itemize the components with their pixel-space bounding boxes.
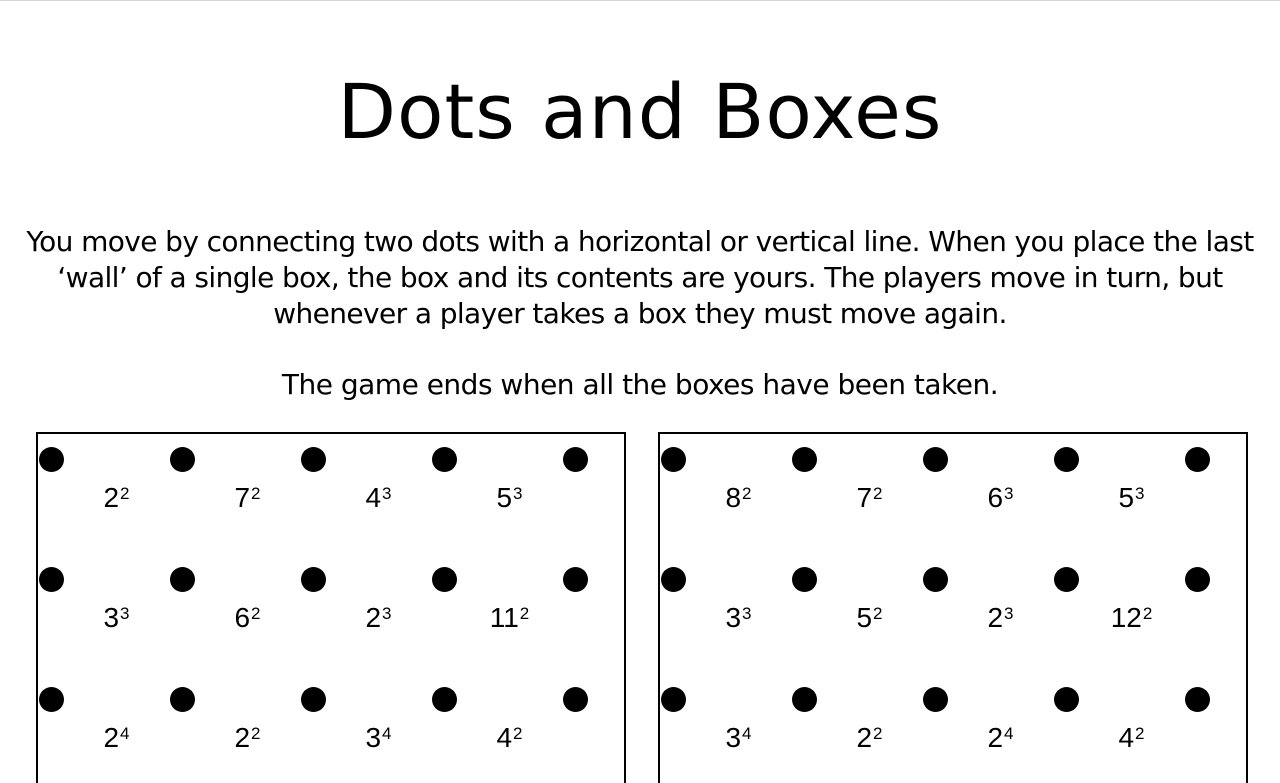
box-number xyxy=(689,602,789,634)
dot[interactable] xyxy=(1054,687,1079,712)
number-base: 2 xyxy=(234,722,251,753)
number-exponent: 4 xyxy=(1004,724,1014,743)
dot[interactable] xyxy=(563,687,588,712)
dot[interactable] xyxy=(39,687,64,712)
number-base: 3 xyxy=(103,602,120,633)
number-exponent: 2 xyxy=(873,484,883,503)
box-number xyxy=(198,722,298,754)
number-exponent: 2 xyxy=(873,724,883,743)
number-exponent: 2 xyxy=(251,604,261,623)
dot[interactable] xyxy=(563,447,588,472)
box-number xyxy=(460,482,560,514)
box-number xyxy=(198,602,298,634)
number-exponent: 2 xyxy=(251,484,261,503)
number-base: 12 xyxy=(1110,602,1142,633)
game-board-2[interactable] xyxy=(658,432,1248,783)
box-number xyxy=(820,482,920,514)
number-exponent: 3 xyxy=(120,604,130,623)
number-base: 5 xyxy=(496,482,513,513)
dot[interactable] xyxy=(432,447,457,472)
number-exponent: 3 xyxy=(382,604,392,623)
number-base: 3 xyxy=(365,722,382,753)
dot[interactable] xyxy=(301,687,326,712)
dot[interactable] xyxy=(170,687,195,712)
dot[interactable] xyxy=(432,687,457,712)
dot[interactable] xyxy=(1054,447,1079,472)
dot[interactable] xyxy=(1185,687,1210,712)
number-exponent: 2 xyxy=(519,604,530,623)
box-number xyxy=(67,722,167,754)
box-number xyxy=(198,482,298,514)
number-base: 2 xyxy=(365,602,382,633)
dot[interactable] xyxy=(661,567,686,592)
number-base: 2 xyxy=(987,722,1004,753)
box-number xyxy=(1082,602,1182,634)
box-number xyxy=(951,722,1051,754)
number-base: 3 xyxy=(725,602,742,633)
number-base: 8 xyxy=(725,482,742,513)
box-number xyxy=(820,602,920,634)
number-exponent: 3 xyxy=(742,604,752,623)
dot[interactable] xyxy=(301,447,326,472)
number-exponent: 4 xyxy=(120,724,130,743)
number-base: 11 xyxy=(489,602,519,633)
game-end-rule-text: The game ends when all the boxes have been taken. xyxy=(281,368,999,401)
dot[interactable] xyxy=(1185,567,1210,592)
number-base: 7 xyxy=(856,482,873,513)
box-number xyxy=(1082,482,1182,514)
dot[interactable] xyxy=(563,567,588,592)
number-base: 3 xyxy=(725,722,742,753)
dot[interactable] xyxy=(39,567,64,592)
box-number xyxy=(460,602,560,634)
number-base: 4 xyxy=(496,722,513,753)
page-title: Dots and Boxes xyxy=(337,67,943,156)
dot[interactable] xyxy=(661,447,686,472)
box-number xyxy=(1082,722,1182,754)
number-base: 6 xyxy=(987,482,1004,513)
number-base: 6 xyxy=(234,602,251,633)
dot[interactable] xyxy=(792,687,817,712)
number-exponent: 2 xyxy=(1135,724,1145,743)
number-exponent: 2 xyxy=(1142,604,1153,623)
box-number xyxy=(689,722,789,754)
number-exponent: 2 xyxy=(513,724,523,743)
number-exponent: 2 xyxy=(251,724,261,743)
number-exponent: 3 xyxy=(1004,484,1014,503)
box-number xyxy=(689,482,789,514)
dot[interactable] xyxy=(1054,567,1079,592)
dot[interactable] xyxy=(301,567,326,592)
number-base: 5 xyxy=(856,602,873,633)
number-exponent: 4 xyxy=(382,724,392,743)
box-number xyxy=(951,482,1051,514)
number-exponent: 2 xyxy=(120,484,130,503)
number-base: 4 xyxy=(1118,722,1135,753)
number-base: 7 xyxy=(234,482,251,513)
number-base: 2 xyxy=(856,722,873,753)
number-exponent: 3 xyxy=(513,484,523,503)
dot[interactable] xyxy=(923,567,948,592)
box-number xyxy=(951,602,1051,634)
dot[interactable] xyxy=(1185,447,1210,472)
instructions-text: You move by connecting two dots with a horizontal or vertical line. When you place the last ‘wall’ of a single box, the box and its contents are yours. The players move in turn, but whenever a player takes a box they must move again. xyxy=(26,225,1254,330)
box-number xyxy=(67,482,167,514)
number-exponent: 2 xyxy=(873,604,883,623)
number-exponent: 3 xyxy=(1004,604,1014,623)
dot[interactable] xyxy=(39,447,64,472)
dot[interactable] xyxy=(170,447,195,472)
dot[interactable] xyxy=(923,687,948,712)
dot[interactable] xyxy=(661,687,686,712)
box-number xyxy=(67,602,167,634)
dot[interactable] xyxy=(170,567,195,592)
box-number xyxy=(329,602,429,634)
dot[interactable] xyxy=(432,567,457,592)
top-border-line xyxy=(0,0,1280,1)
box-number xyxy=(460,722,560,754)
game-board-1[interactable] xyxy=(36,432,626,783)
number-base: 4 xyxy=(365,482,382,513)
box-number xyxy=(820,722,920,754)
number-base: 2 xyxy=(987,602,1004,633)
number-base: 2 xyxy=(103,722,120,753)
number-base: 5 xyxy=(1118,482,1135,513)
dot[interactable] xyxy=(792,447,817,472)
number-base: 2 xyxy=(103,482,120,513)
dot[interactable] xyxy=(792,567,817,592)
box-number xyxy=(329,482,429,514)
dot[interactable] xyxy=(923,447,948,472)
number-exponent: 3 xyxy=(382,484,392,503)
box-number xyxy=(329,722,429,754)
number-exponent: 3 xyxy=(1135,484,1145,503)
number-exponent: 2 xyxy=(742,484,752,503)
number-exponent: 4 xyxy=(742,724,752,743)
